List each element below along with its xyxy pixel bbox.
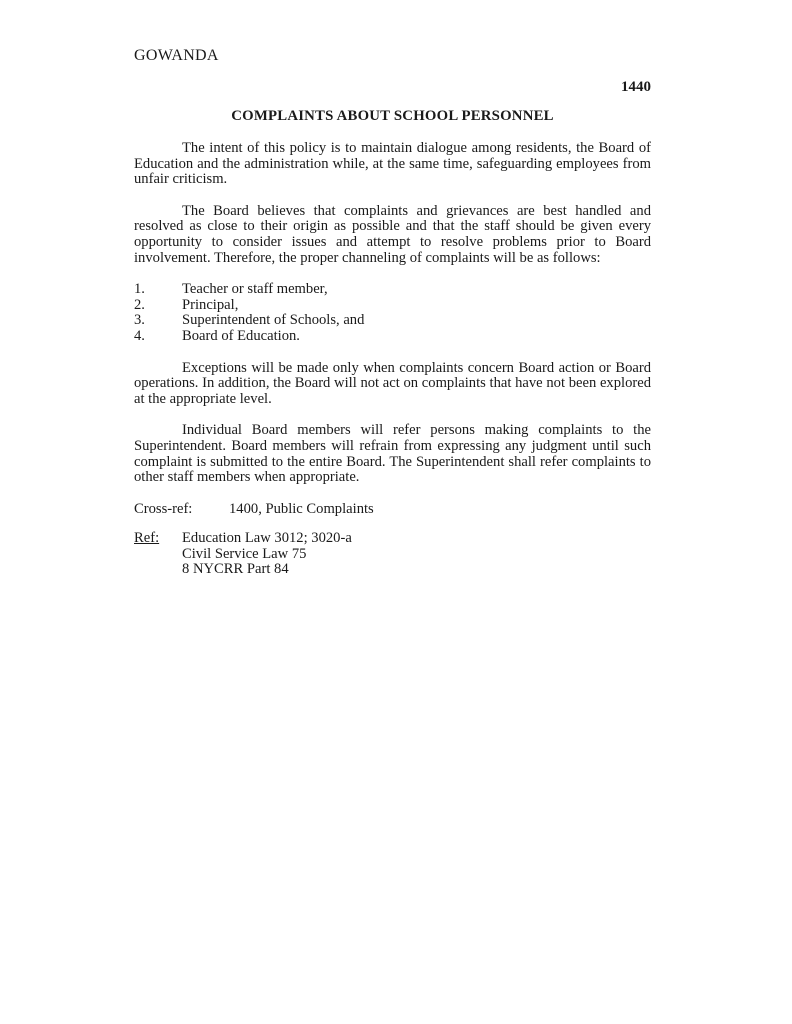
intent-paragraph: The intent of this policy is to maintain dialogue among residents, the Board of Education and the administration while, at the same time, safeguarding employees from unfair criticism. xyxy=(134,140,651,188)
list-item-text: Principal, xyxy=(182,296,239,313)
policy-number: 1440 xyxy=(621,79,651,95)
policy-body xyxy=(134,141,651,578)
board-members-paragraph: Individual Board members will refer persons making complaints to the Superintendent. Board members will refrain from expressing any judgment until such complaint is submitted to the entire Board. The Superintendent shall refer complaints to other staff members when appropriate. xyxy=(134,422,651,486)
exceptions-paragraph: Exceptions will be made only when complaints concern Board action or Board operations. In addition, the Board will not act on complaints that have not been explored at the appropriate level. xyxy=(134,359,651,407)
list-item xyxy=(134,298,651,314)
list-item xyxy=(134,329,651,345)
list-item-number: 2. xyxy=(134,296,145,313)
list-item xyxy=(134,313,651,329)
cross-reference xyxy=(134,502,651,518)
cross-reference-label: Cross-ref: xyxy=(134,500,193,517)
list-item-text: Superintendent of Schools, and xyxy=(182,312,365,329)
list-item-text: Board of Education. xyxy=(182,327,300,344)
list-item xyxy=(134,282,651,298)
complaint-channel-list xyxy=(134,282,651,344)
reference-line: Civil Service Law 75 xyxy=(182,545,307,562)
list-item-number: 1. xyxy=(134,281,145,298)
district-name: GOWANDA xyxy=(134,47,219,64)
reference-line: 8 NYCRR Part 84 xyxy=(182,561,289,578)
reference-line: Education Law 3012; 3020-a xyxy=(182,530,352,547)
references-label: Ref: xyxy=(134,530,160,547)
legal-references xyxy=(134,531,651,578)
board-beliefs-paragraph: The Board believes that complaints and grievances are best handled and resolved as close to their origin as possible and that the staff should be given every opportunity to consider issues and attempt to resolve problems prior to Board involvement. Therefore, the proper channeling of complaints will be as follows: xyxy=(134,202,651,266)
list-item-number: 3. xyxy=(134,312,145,329)
references-list xyxy=(182,531,352,578)
policy-title: COMPLAINTS ABOUT SCHOOL PERSONNEL xyxy=(231,108,554,124)
list-item-number: 4. xyxy=(134,327,145,344)
cross-reference-value: 1400, Public Complaints xyxy=(229,500,374,517)
list-item-text: Teacher or staff member, xyxy=(182,281,328,298)
